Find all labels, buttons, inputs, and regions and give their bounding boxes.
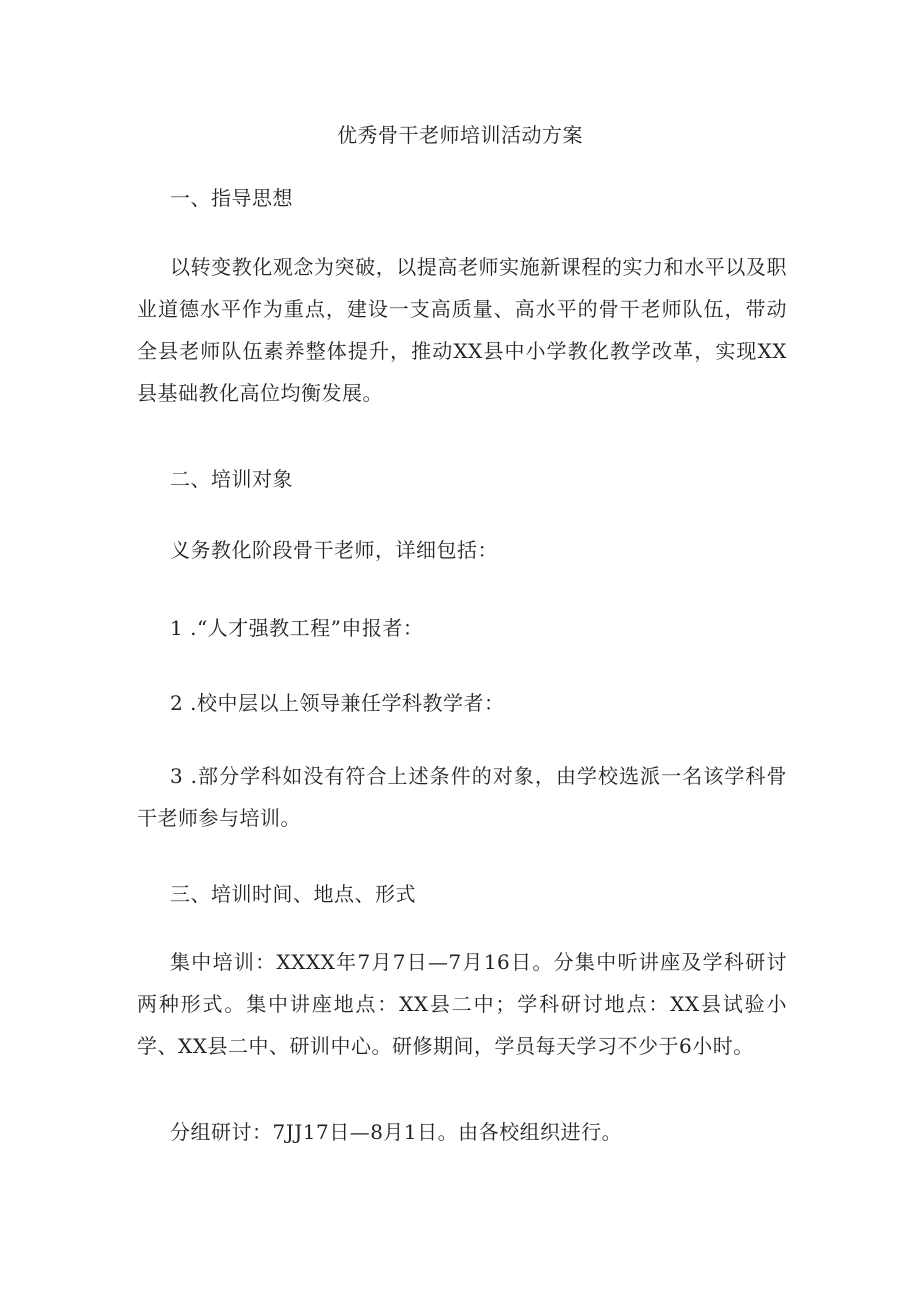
- section-heading-time-place-form: 三、培训时间、地点、形式: [170, 882, 416, 906]
- document-title: 优秀骨干老师培训活动方案: [337, 123, 583, 147]
- section-paragraph-group-discussion: 分组研讨：7JJ17日—8月1日。由各校组织进行。: [170, 1120, 623, 1144]
- section-paragraph-centralized-training: 集中培训：XXXX年7月7日—7月16日。分集中听讲座及学科研讨两种形式。集中讲座地点：XX县二中；学科研讨地点：XX县试验小学、XX县二中、研训中心。研修期间，学员每天学习不少于6小时。: [137, 950, 787, 1058]
- section-heading-training-target: 二、培训对象: [170, 467, 293, 491]
- training-target-intro: 义务教化阶段骨干老师，详细包括：: [170, 538, 498, 562]
- training-target-item-3: 3 .部分学科如没有符合上述条件的对象，由学校选派一名该学科骨干老师参与培训。: [137, 764, 787, 830]
- training-target-item-1: 1 .“人才强教工程”申报者：: [170, 616, 424, 640]
- training-target-item-2: 2 .校中层以上领导兼任学科教学者：: [170, 691, 505, 715]
- section-paragraph-guiding-ideology: 以转变教化观念为突破，以提高老师实施新课程的实力和水平以及职业道德水平作为重点，建设一支高质量、高水平的骨干老师队伍，带动全县老师队伍素养整体提升，推动XX县中小学教化教学改革，实现XX县基础教化高位均衡发展。: [137, 255, 787, 405]
- section-heading-guiding-ideology: 一、指导思想: [170, 186, 293, 210]
